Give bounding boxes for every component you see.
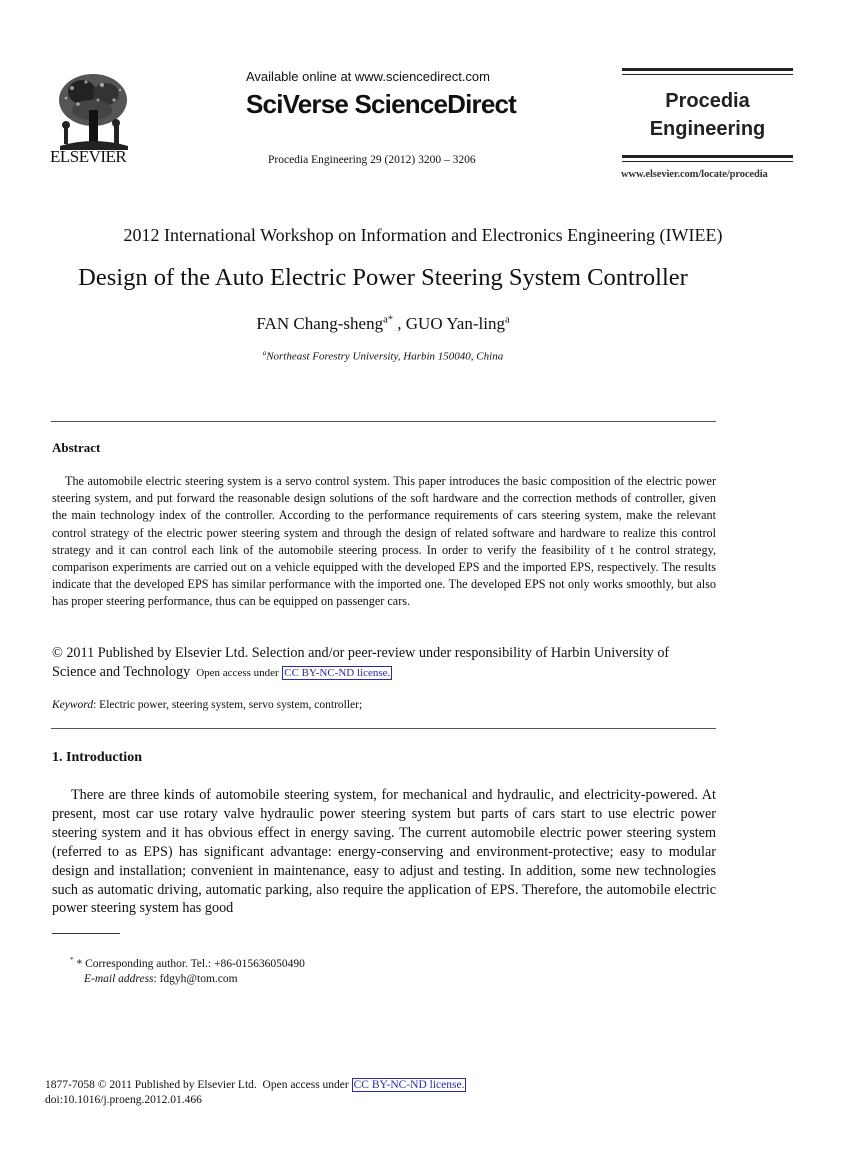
section-heading: 1. Introduction [52,750,142,765]
affiliation-superscript: a [262,350,267,357]
affiliation [0,350,766,363]
author-name: GUO Yan-ling [405,314,505,333]
paper-title: Design of the Auto Electric Power Steering System Controller [78,264,688,291]
journal-citation: Procedia Engineering 29 (2012) 3200 – 3206 [268,154,476,166]
journal-name-line2: Engineering [649,118,766,140]
footnote [70,953,305,987]
author-separator: , [393,314,406,333]
keyword-label: Keyword [52,699,94,711]
author-list [0,314,766,334]
page-footer [45,1078,466,1108]
issn-copyright: 1877-7058 © 2011 Published by Elsevier Ltd. [45,1079,257,1091]
email-label: E-mail address [84,972,154,985]
affiliation-text: Northeast Forestry University, Harbin 150040, China [266,350,504,363]
divider [51,421,716,422]
open-access-text: Open access under [196,666,279,679]
journal-name [622,87,793,143]
available-online-text: Available online at www.sciencedirect.com [246,69,490,84]
keyword-list: : Electric power, steering system, servo system, controller; [93,699,363,711]
copyright-notice [52,644,716,682]
journal-name-line1: Procedia [665,90,750,112]
journal-logo [622,68,793,163]
license-link[interactable]: CC BY-NC-ND license. [284,666,391,679]
divider [51,728,716,729]
doi[interactable]: doi:10.1016/j.proeng.2012.01.466 [45,1094,202,1106]
journal-url[interactable]: www.elsevier.com/locate/procedia [621,169,768,180]
email-address: : fdgyh@tom.com [153,972,238,985]
keywords [52,699,362,711]
author-superscript: a* [383,314,394,326]
footnote-marker: * [70,956,74,964]
footnote-divider [52,933,120,934]
corresponding-author: * Corresponding author. Tel.: +86-015636050490 [73,957,305,970]
abstract-text: The automobile electric steering system is a servo control system. This paper introduces the basic composition of the electric power steering system, and put forward the reasonable design solutions of the soft hardware and the correction methods of controller, given the main technology index of the controller. According to the performance requirements of cars steering system, make the relevant control strategy of the electric power steering system and through the design of related software and hardware to realize this control strategy and it can control each link of the automobile steering process. In order to verify the feasibility of t he control strategy, comparison experiments are carried out on a vehicle equipped with the developed EPS and the imported EPS, respectively. The results indicate that the developed EPS has similar performance with the imported one. The developed EPS not only works smoothly, but also has proper steering performance, thus can be equipped on passenger cars. [52,474,716,609]
author-superscript: a [504,314,510,326]
abstract-body [52,473,716,611]
footer-open-access: Open access under [262,1079,349,1091]
copyright-text: © 2011 Published by Elsevier Ltd. Selection and/or peer-review under responsibility of Harbin University of Science and Technology [52,645,670,680]
section-body [52,786,716,918]
workshop-name: 2012 International Workshop on Information and Electronics Engineering (IWIEE) [123,225,723,245]
intro-text: There are three kinds of automobile steering system, for mechanical and hydraulic, and electricity-powered. At present, most car use rotary valve hydraulic power steering system but parts of cars start to use electric power steering system and it has obvious effect in energy saving. The current automobile electric power steering system (referred to as EPS) has significant advantage: energy-conserving and environment-protective; easy to modular design and installation; convenient in maintenance, easy to adjust and testing. In addition, some new technologies such as automatic driving, automatic parking, also require the application of EPS. Therefore, the automobile electric power steering system has good [52,787,716,917]
footer-license-link[interactable]: CC BY-NC-ND license. [353,1079,465,1091]
author-name: FAN Chang-sheng [256,314,384,333]
platform-logo-text: SciVerse ScienceDirect [246,89,517,119]
publisher-name: ELSEVIER [50,147,127,166]
abstract-heading: Abstract [52,440,101,455]
